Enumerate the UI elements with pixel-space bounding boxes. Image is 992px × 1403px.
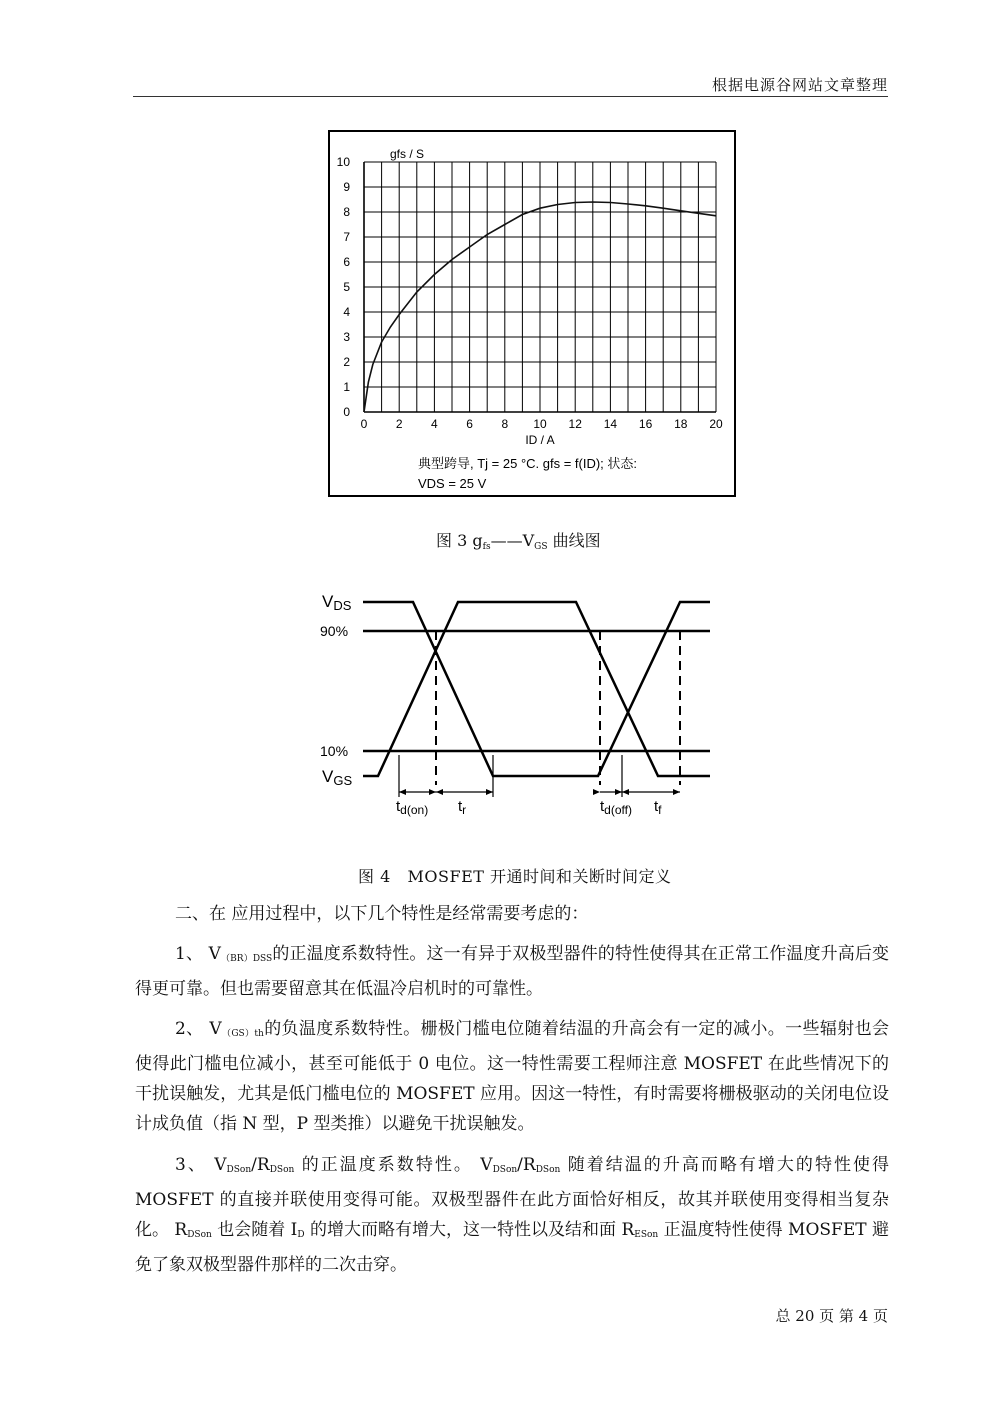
td-off-label: $t_{d(off)}$ [600, 798, 632, 817]
p10-label: 10% [320, 743, 349, 759]
chart-annotation-line2: VDS = 25 V [418, 476, 487, 491]
td-on-label: $t_{d(on)}$ [396, 798, 429, 817]
page-header: 根据电源谷网站文章整理 [711, 76, 888, 94]
y-tick-label: 9 [343, 180, 350, 194]
x-tick-label: 6 [466, 417, 473, 431]
vds-label: VDS [322, 592, 352, 613]
body-paragraph-3: 3、 VDSon/RDSon 的正温度系数特性。 VDSon/RDSon 随着结温的升高而略有增大的特性使得 MOSFET 的直接并联使用变得可能。双极型器件在此方面恰好相反，故其并联使用变得相当复杂化。 RDSon 也会随着 ID 的增大而略有增大，这一特性以及结和面 RESon 正温度特性使得 MOSFET 避免了象双极型器件那样的二次击穿。 [135, 1155, 889, 1275]
chart-grid [364, 162, 716, 412]
x-tick-label: 4 [431, 417, 438, 431]
y-tick-label: 6 [343, 255, 350, 269]
gfs-chart [330, 132, 734, 495]
y-tick-label: 2 [343, 355, 350, 369]
y-tick-label: 1 [343, 380, 350, 394]
y-tick-label: 10 [336, 155, 350, 169]
y-axis-label: gfs / S [390, 147, 425, 161]
x-axis-label: ID / A [525, 433, 555, 447]
y-tick-label: 4 [343, 305, 350, 319]
x-tick-label: 8 [501, 417, 509, 431]
switching-timing-diagram [318, 585, 718, 830]
page-footer: 总 20 页 第 4 页 [775, 1307, 888, 1325]
x-tick-label: 2 [395, 417, 403, 431]
x-tick-label: 0 [360, 417, 368, 431]
x-tick-label: 14 [603, 417, 618, 431]
body-paragraph-1: 1、 V（BR）DSS的正温度系数特性。这一有异于双极型器件的特性使得其在正常工作温度升高后变得更可靠。但也需要留意其在低温冷启机时的可靠性。 [135, 944, 890, 999]
y-tick-label: 0 [343, 405, 350, 419]
x-tick-labels [361, 417, 723, 431]
figure-4-caption: 图 4 MOSFET 开通时间和关断时间定义 [358, 867, 672, 886]
p90-label: 90% [320, 623, 349, 639]
tf-label: $t_f$ [654, 798, 662, 817]
vgs-label: VGS [322, 767, 353, 788]
figure-3-frame [328, 130, 736, 497]
x-tick-label: 18 [674, 417, 688, 431]
tr-label: $t_r$ [458, 798, 467, 817]
chart-annotation-line1: 典型跨导, Tj = 25 °C. gfs = f(ID); 状态: [418, 456, 638, 471]
x-tick-label: 12 [568, 417, 582, 431]
y-tick-label: 3 [343, 330, 350, 344]
y-tick-labels [337, 155, 351, 419]
y-tick-label: 7 [343, 230, 350, 244]
header-rule [133, 96, 888, 97]
y-tick-label: 5 [343, 280, 350, 294]
x-tick-label: 16 [638, 417, 653, 431]
y-tick-label: 8 [343, 205, 350, 219]
x-tick-label: 10 [533, 417, 547, 431]
body-lead: 二、在 应用过程中，以下几个特性是经常需要考虑的： [175, 904, 589, 924]
figure-3-caption: 图 3 $g_{fs}——V_{GS}$ 曲线图 [436, 531, 601, 552]
x-tick-label: 20 [709, 417, 723, 431]
body-paragraph-2: 2、 V（GS）th的负温度系数特性。栅极门槛电位随着结温的升高会有一定的减小。一些辐射也会使得此门槛电位减小，甚至可能低于 0 电位。这一特性需要工程师注意 MOSFET 在此些情况下的干扰误触发，尤其是低门槛电位的 MOSFET 应用。因这一特性，有时需要将栅极驱动的关闭电位设计成负值（指 N 型，P 型类推）以避免干扰误触发。 [135, 1019, 889, 1134]
